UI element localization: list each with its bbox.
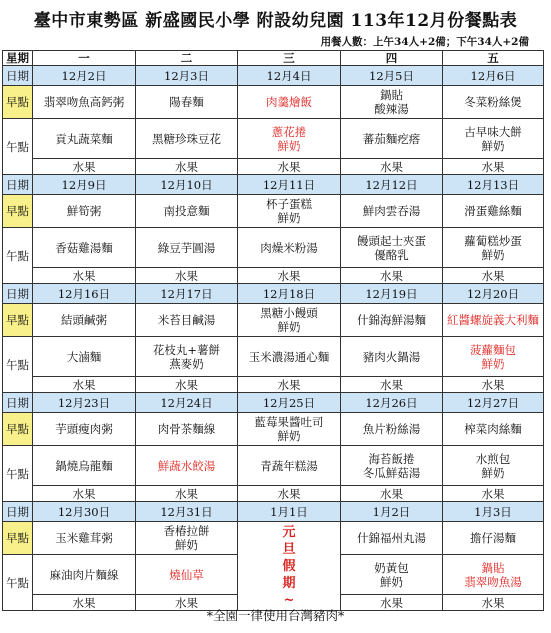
breakfast-item: 鮮肉雲吞湯 xyxy=(362,204,421,218)
date-cell: 12月11日 xyxy=(238,175,341,195)
lunch-cell xyxy=(136,119,238,159)
date-cell: 12月9日 xyxy=(33,175,136,195)
weekday-header-row xyxy=(3,51,544,66)
breakfast-cell xyxy=(136,522,238,555)
breakfast-cell xyxy=(238,304,341,337)
lunch-item: 鮮奶 xyxy=(481,247,505,262)
breakfast-cell xyxy=(33,304,136,337)
breakfast-item: 陽春麵 xyxy=(169,95,204,109)
lunch-cell xyxy=(33,555,136,595)
date-row-label: 日期 xyxy=(3,284,33,304)
breakfast-cell xyxy=(443,522,544,555)
lunch-cell xyxy=(443,228,544,268)
breakfast-item: 結頭鹹粥 xyxy=(61,313,107,327)
date-cell: 12月19日 xyxy=(341,284,443,304)
breakfast-row-label: 早點 xyxy=(3,522,33,555)
lunch-item: 玉米濃湯通心麵 xyxy=(248,349,330,364)
lunch-item: 肉燥米粉湯 xyxy=(260,240,318,255)
breakfast-cell xyxy=(136,195,238,228)
date-row xyxy=(3,502,544,522)
lunch-item: 鮮奶 xyxy=(481,138,505,153)
date-cell: 12月17日 xyxy=(136,284,238,304)
lunch-item: 麻油肉片麵線 xyxy=(49,567,119,582)
lunch-cell xyxy=(341,337,443,377)
breakfast-row xyxy=(3,522,544,555)
breakfast-item: 鮮奶 xyxy=(277,320,301,334)
date-row-label: 日期 xyxy=(3,175,33,195)
breakfast-cell xyxy=(136,86,238,119)
date-row-label: 日期 xyxy=(3,66,33,86)
lunch-cell xyxy=(443,119,544,159)
lunch-item: 海苔飯捲 xyxy=(368,451,415,466)
lunch-item: 大滷麵 xyxy=(66,349,102,364)
lunch-cell xyxy=(33,446,136,486)
fruit-cell: 水果 xyxy=(33,159,136,175)
date-cell: 1月2日 xyxy=(341,502,443,522)
lunch-item: 鮮奶 xyxy=(277,138,301,153)
breakfast-item: 鮮筍粥 xyxy=(66,204,102,218)
date-cell: 12月27日 xyxy=(443,393,544,413)
date-row-label: 日期 xyxy=(3,502,33,522)
breakfast-item: 香椿拉餅 xyxy=(163,524,210,538)
fruit-cell: 水果 xyxy=(136,268,238,284)
breakfast-cell xyxy=(443,304,544,337)
fruit-cell: 水果 xyxy=(238,486,341,502)
breakfast-item: 肉骨茶麵線 xyxy=(157,422,216,436)
date-cell: 12月16日 xyxy=(33,284,136,304)
date-cell: 12月13日 xyxy=(443,175,544,195)
date-row xyxy=(3,175,544,195)
fruit-cell: 水果 xyxy=(341,377,443,393)
date-row xyxy=(3,66,544,86)
lunch-item: 貢丸蔬菜麵 xyxy=(55,131,113,146)
lunch-item: 花枝丸+薯餅 xyxy=(152,342,221,357)
date-cell: 12月3日 xyxy=(136,66,238,86)
lunch-row xyxy=(3,446,544,486)
weekday-thu: 四 xyxy=(341,51,443,66)
lunch-cell xyxy=(341,555,443,595)
breakfast-item: 魚片粉絲湯 xyxy=(362,422,421,436)
lunch-item: 綠豆芋圓湯 xyxy=(157,240,216,255)
lunch-cell xyxy=(341,228,443,268)
breakfast-item: 什錦海鮮湯麵 xyxy=(357,313,426,327)
holiday-char: 期 xyxy=(282,575,296,591)
breakfast-row xyxy=(3,413,544,446)
breakfast-item: 什錦福州丸湯 xyxy=(357,531,426,545)
fruit-cell: 水果 xyxy=(443,377,544,393)
breakfast-cell xyxy=(443,413,544,446)
breakfast-cell xyxy=(341,413,443,446)
lunch-item: 奶黃包 xyxy=(374,560,409,575)
holiday-char: ~ xyxy=(283,592,295,608)
lunch-cell xyxy=(33,228,136,268)
date-cell: 12月2日 xyxy=(33,66,136,86)
lunch-row xyxy=(3,337,544,377)
breakfast-item: 杯子蛋糕 xyxy=(266,197,312,211)
breakfast-item: 南投意麵 xyxy=(163,204,210,218)
breakfast-item: 滑蛋雞絲麵 xyxy=(464,204,522,218)
breakfast-item: 酸辣湯 xyxy=(374,102,409,116)
lunch-row-label: 午點 xyxy=(3,555,33,611)
lunch-row-label: 午點 xyxy=(3,446,33,502)
breakfast-row-label: 早點 xyxy=(3,413,33,446)
breakfast-cell xyxy=(341,304,443,337)
fruit-cell: 水果 xyxy=(443,595,544,611)
breakfast-cell xyxy=(238,195,341,228)
lunch-item: 菠蘿麵包 xyxy=(470,342,516,357)
breakfast-cell xyxy=(136,413,238,446)
fruit-cell: 水果 xyxy=(136,595,238,611)
breakfast-cell xyxy=(33,86,136,119)
date-cell: 12月30日 xyxy=(33,502,136,522)
lunch-item: 鮮蔬水餃湯 xyxy=(157,458,216,473)
fruit-cell: 水果 xyxy=(443,159,544,175)
lunch-item: 青蔬年糕湯 xyxy=(260,458,318,473)
breakfast-cell xyxy=(443,195,544,228)
fruit-cell: 水果 xyxy=(443,486,544,502)
breakfast-row-label: 早點 xyxy=(3,304,33,337)
fruit-row xyxy=(3,486,544,502)
breakfast-item: 翡翠吻魚高鈣粥 xyxy=(43,95,125,109)
lunch-item: 冬瓜鮮菇湯 xyxy=(362,465,421,480)
date-cell: 12月20日 xyxy=(443,284,544,304)
breakfast-cell xyxy=(443,86,544,119)
breakfast-row-label: 早點 xyxy=(3,195,33,228)
date-cell: 12月4日 xyxy=(238,66,341,86)
fruit-cell: 水果 xyxy=(33,268,136,284)
breakfast-cell xyxy=(238,86,341,119)
headcount-note: 用餐人數：上午34人+2備；下午34人+2備 xyxy=(320,36,529,48)
lunch-item: 香菇雞湯麵 xyxy=(55,240,113,255)
breakfast-item: 冬菜粉絲煲 xyxy=(464,95,522,109)
breakfast-item: 榨菜肉絲麵 xyxy=(464,422,522,436)
weekday-header-label: 星期 xyxy=(3,51,33,66)
fruit-cell: 水果 xyxy=(443,268,544,284)
breakfast-row-label: 早點 xyxy=(3,86,33,119)
breakfast-item: 米苔目鹹湯 xyxy=(157,313,216,327)
date-cell: 1月1日 xyxy=(238,502,341,522)
breakfast-item: 擔仔湯麵 xyxy=(470,531,516,545)
lunch-item: 饅頭起士夾蛋 xyxy=(357,233,426,248)
fruit-cell: 水果 xyxy=(33,595,136,611)
lunch-item: 古早味大餅 xyxy=(464,124,522,139)
lunch-item: 蔥花捲 xyxy=(271,124,307,139)
lunch-item: 豬肉火鍋湯 xyxy=(362,349,421,364)
lunch-cell xyxy=(341,446,443,486)
date-cell: 12月26日 xyxy=(341,393,443,413)
lunch-cell xyxy=(136,337,238,377)
fruit-cell: 水果 xyxy=(341,159,443,175)
date-cell: 12月18日 xyxy=(238,284,341,304)
lunch-cell xyxy=(341,119,443,159)
date-cell: 12月6日 xyxy=(443,66,544,86)
date-cell: 12月31日 xyxy=(136,502,238,522)
fruit-cell: 水果 xyxy=(238,268,341,284)
lunch-cell xyxy=(238,337,341,377)
breakfast-item: 紅醬螺旋義大利麵 xyxy=(447,313,539,327)
date-row xyxy=(3,284,544,304)
fruit-cell: 水果 xyxy=(136,486,238,502)
lunch-item: 黑糖珍珠豆花 xyxy=(152,131,221,146)
weekday-mon: 一 xyxy=(33,51,136,66)
date-cell: 12月12日 xyxy=(341,175,443,195)
lunch-cell xyxy=(238,119,341,159)
lunch-item: 水煎包 xyxy=(475,451,511,466)
fruit-cell: 水果 xyxy=(341,268,443,284)
lunch-row-label: 午點 xyxy=(3,228,33,284)
lunch-row xyxy=(3,119,544,159)
breakfast-cell xyxy=(33,522,136,555)
holiday-char: 假 xyxy=(282,558,296,574)
lunch-cell xyxy=(136,446,238,486)
lunch-item: 燒仙草 xyxy=(169,567,204,582)
breakfast-item: 黑糖小饅頭 xyxy=(260,306,318,320)
breakfast-row xyxy=(3,86,544,119)
lunch-cell xyxy=(33,119,136,159)
weekday-fri: 五 xyxy=(443,51,544,66)
weekday-tue: 二 xyxy=(136,51,238,66)
lunch-item: 燕麥奶 xyxy=(169,356,204,371)
breakfast-row xyxy=(3,195,544,228)
breakfast-item: 肉羹燴飯 xyxy=(266,95,312,109)
holiday-char: 旦 xyxy=(282,541,296,557)
lunch-cell xyxy=(443,446,544,486)
lunch-item: 鍋燒烏龍麵 xyxy=(55,458,113,473)
fruit-cell: 水果 xyxy=(33,377,136,393)
lunch-item: 鮮奶 xyxy=(481,356,505,371)
breakfast-item: 鮮奶 xyxy=(277,211,301,225)
fruit-cell: 水果 xyxy=(238,377,341,393)
lunch-cell xyxy=(443,337,544,377)
breakfast-item: 鍋貼 xyxy=(380,88,403,102)
page-title: 臺中市東勢區 新盛國民小學 附設幼兒園 113年12月份餐點表 xyxy=(33,11,518,31)
menu-table xyxy=(2,50,544,611)
breakfast-cell xyxy=(238,413,341,446)
lunch-row xyxy=(3,228,544,268)
weekday-wed: 三 xyxy=(238,51,341,66)
lunch-cell xyxy=(33,337,136,377)
lunch-cell xyxy=(136,228,238,268)
date-cell: 12月23日 xyxy=(33,393,136,413)
lunch-cell xyxy=(443,555,544,595)
fruit-cell: 水果 xyxy=(33,486,136,502)
breakfast-cell xyxy=(136,304,238,337)
date-row-label: 日期 xyxy=(3,393,33,413)
fruit-row xyxy=(3,268,544,284)
lunch-item: 鍋貼 xyxy=(481,560,505,575)
fruit-cell: 水果 xyxy=(341,595,443,611)
lunch-cell xyxy=(238,446,341,486)
lunch-row-label: 午點 xyxy=(3,337,33,393)
breakfast-item: 鮮奶 xyxy=(277,429,301,443)
lunch-item: 鮮奶 xyxy=(481,465,505,480)
breakfast-cell xyxy=(341,195,443,228)
lunch-item: 蕃茄麵疙瘩 xyxy=(362,131,421,146)
date-row xyxy=(3,393,544,413)
breakfast-row xyxy=(3,304,544,337)
lunch-item: 優酪乳 xyxy=(374,247,409,262)
fruit-cell: 水果 xyxy=(136,377,238,393)
pork-origin-note: *全園一律使用台灣豬肉* xyxy=(206,608,345,623)
lunch-item: 翡翠吻魚湯 xyxy=(464,574,522,589)
breakfast-cell xyxy=(33,413,136,446)
date-cell: 12月5日 xyxy=(341,66,443,86)
date-cell: 12月25日 xyxy=(238,393,341,413)
breakfast-cell xyxy=(341,86,443,119)
fruit-cell: 水果 xyxy=(136,159,238,175)
breakfast-item: 鮮奶 xyxy=(175,538,198,552)
lunch-item: 鮮奶 xyxy=(380,574,403,589)
fruit-row xyxy=(3,377,544,393)
fruit-cell: 水果 xyxy=(238,159,341,175)
holiday-char: 元 xyxy=(282,524,296,540)
breakfast-item: 藍莓果醬吐司 xyxy=(254,415,324,429)
breakfast-item: 芋頭瘦肉粥 xyxy=(55,422,113,436)
breakfast-item: 玉米雞茸粥 xyxy=(55,531,113,545)
lunch-item: 蘿蔔糕炒蛋 xyxy=(464,233,522,248)
date-cell: 12月24日 xyxy=(136,393,238,413)
breakfast-cell xyxy=(33,195,136,228)
lunch-row-label: 午點 xyxy=(3,119,33,175)
breakfast-cell xyxy=(341,522,443,555)
lunch-cell xyxy=(238,228,341,268)
lunch-cell xyxy=(136,555,238,595)
fruit-row xyxy=(3,159,544,175)
date-cell: 12月10日 xyxy=(136,175,238,195)
holiday-cell xyxy=(238,522,341,611)
date-cell: 1月3日 xyxy=(443,502,544,522)
fruit-cell: 水果 xyxy=(341,486,443,502)
